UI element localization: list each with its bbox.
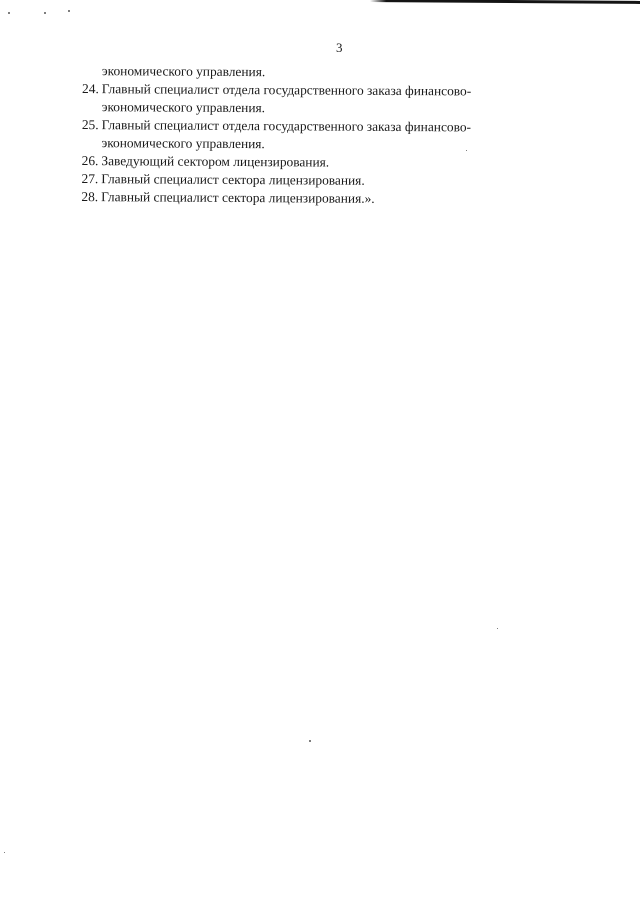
scan-speck: [4, 852, 5, 853]
list-item-text: [101, 116, 591, 155]
scan-speck: [44, 12, 46, 14]
scan-edge-mark: [370, 0, 640, 4]
list-item-line: Главный специалист отдела государственного заказа финансово-: [101, 81, 472, 99]
list-item-line: Главный специалист отдела государственного заказа финансово-: [101, 117, 472, 135]
list-item-number: 25.: [81, 117, 99, 133]
list-item-text: Главный специалист сектора лицензирования.».: [101, 189, 375, 206]
position-list: [71, 62, 592, 209]
list-item-number: 24.: [82, 81, 99, 97]
scan-speck: [309, 740, 311, 742]
page-number: 3: [336, 40, 343, 55]
list-item-24: [72, 80, 592, 119]
list-item-line: экономического управления.: [101, 99, 266, 116]
list-item-number: 27.: [81, 171, 99, 187]
list-item-text: Заведующий сектором лицензирования.: [101, 153, 330, 170]
list-item-number: 26.: [81, 153, 99, 169]
list-item-text: Главный специалист сектора лицензирования.: [101, 171, 365, 188]
scan-speck: [68, 10, 70, 12]
list-item-number: 28.: [81, 189, 99, 205]
list-item-line: экономического управления.: [101, 135, 265, 152]
list-item-text: [102, 80, 592, 119]
list-item-text: экономического управления.: [101, 63, 266, 80]
list-item-25: [71, 116, 591, 155]
scan-speck: [497, 628, 498, 629]
scan-speck: [8, 12, 10, 14]
list-item-28: [71, 188, 591, 209]
